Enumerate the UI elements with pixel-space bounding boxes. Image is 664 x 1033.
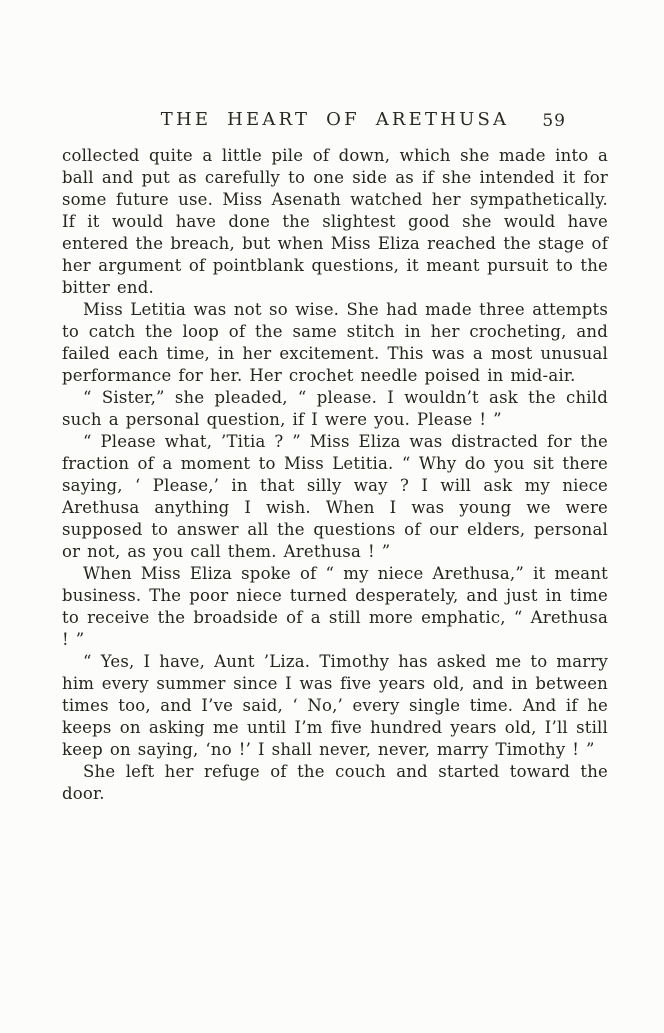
paragraph: When Miss Eliza spoke of “ my niece Arethusa,” it meant business. The poor niece turned desperately, and just in time to receive the broadside of a still more emphatic, “ Arethusa ! ”	[62, 564, 608, 649]
page-number: 59	[542, 111, 566, 131]
paragraph: Miss Letitia was not so wise. She had made three attempts to catch the loop of the same stitch in her crocheting, and failed each time, in her excitement. This was a most unusual performance for her. Her crochet needle poised in mid-air.	[62, 300, 608, 385]
page-body	[62, 145, 608, 805]
paragraph: “ Please what, ’Titia ? ” Miss Eliza was distracted for the fraction of a moment to Miss Letitia. “ Why do you sit there saying, ‘ Please,’ in that silly way ? I will ask my niece Arethusa anything I wish. When I was young we were supposed to answer all the questions of our elders, personal or not, as you call them. Arethusa ! ”	[62, 432, 608, 561]
running-header	[62, 109, 608, 133]
paragraph: collected quite a little pile of down, which she made into a ball and put as carefully to one side as if she intended it for some future use. Miss Asenath watched her sympathetically. If it would have done the slightest good she would have entered the breach, but when Miss Eliza reached the stage of her argument of pointblank questions, it meant pursuit to the bitter end.	[62, 146, 608, 297]
paragraph: “ Sister,” she pleaded, “ please. I wouldn’t ask the child such a personal question, if I were you. Please ! ”	[62, 388, 608, 429]
paragraph: She left her refuge of the couch and started toward the door.	[62, 762, 608, 803]
page-title: THE HEART OF ARETHUSA	[160, 109, 510, 130]
paragraph: “ Yes, I have, Aunt ’Liza. Timothy has asked me to marry him every summer since I was five years old, and in between times too, and I’ve said, ‘ No,’ every single time. And if he keeps on asking me until I’m five hundred years old, I’ll still keep on saying, ‘no !’ I shall never, never, marry Timothy ! ”	[62, 652, 608, 759]
